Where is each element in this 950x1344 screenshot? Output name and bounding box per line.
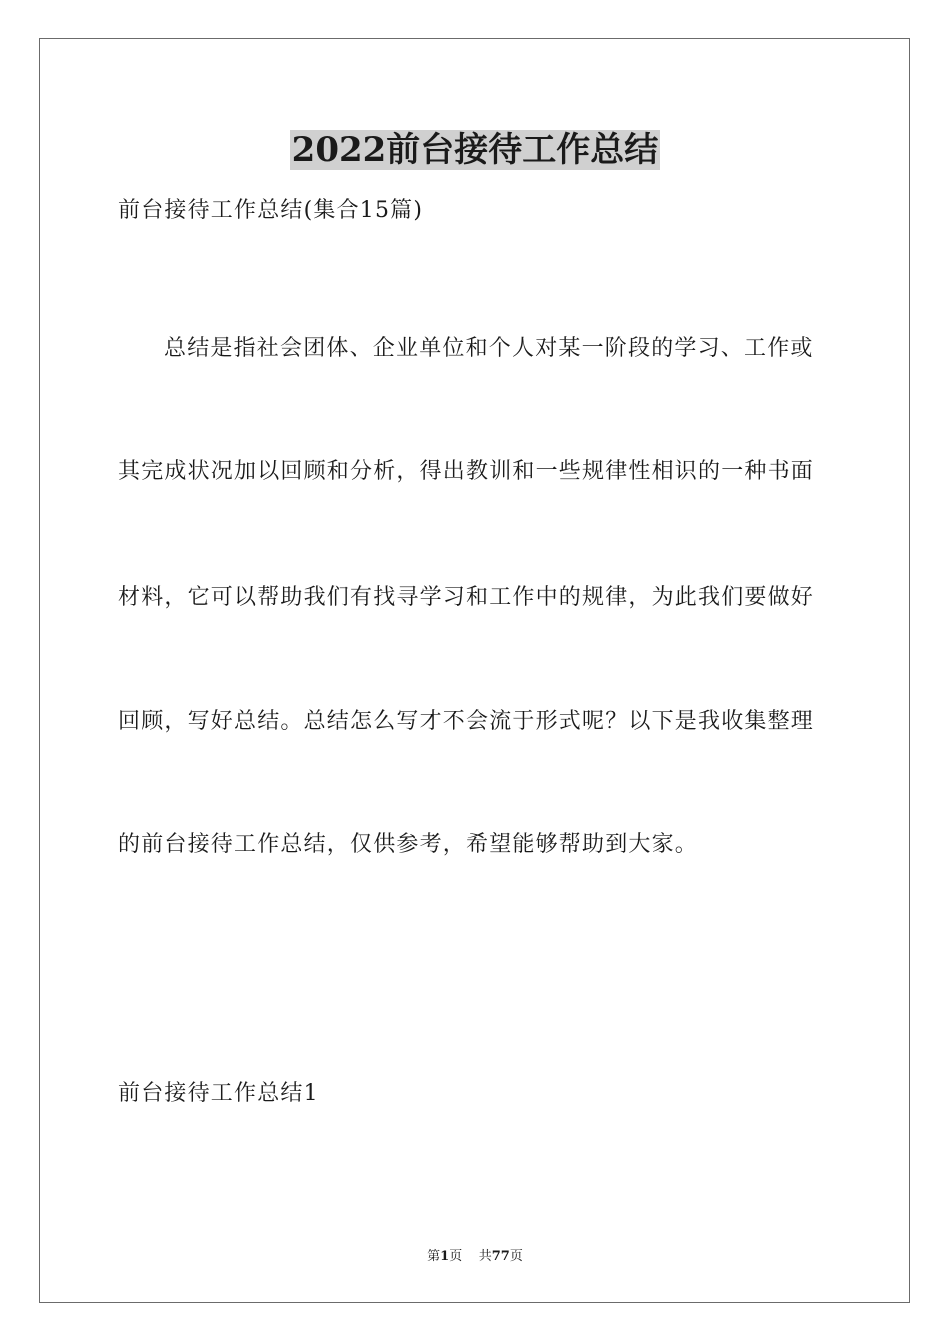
total-suffix: 页 bbox=[509, 1249, 523, 1264]
paragraph-line: 其完成状况加以回顾和分析，得出教训和一些规律性相识的一种书面 bbox=[118, 459, 815, 484]
page-border bbox=[39, 38, 910, 1303]
page-footer bbox=[0, 1248, 950, 1266]
section-heading: 前台接待工作总结1 bbox=[118, 1081, 319, 1106]
total-pages: 77 bbox=[491, 1249, 510, 1264]
page-prefix: 第 bbox=[427, 1249, 441, 1264]
paragraph-line: 的前台接待工作总结，仅供参考，希望能够帮助到大家。 bbox=[118, 832, 699, 857]
document-subtitle: 前台接待工作总结(集合15篇) bbox=[118, 198, 424, 223]
page-number: 1 bbox=[440, 1249, 450, 1264]
total-prefix: 共 bbox=[478, 1249, 492, 1264]
document-title bbox=[0, 128, 950, 172]
page-suffix: 页 bbox=[449, 1249, 463, 1264]
document-title-text: 2022前台接待工作总结 bbox=[291, 130, 659, 170]
paragraph-line: 总结是指社会团体、企业单位和个人对某一阶段的学习、工作或 bbox=[164, 336, 814, 361]
paragraph-line: 回顾，写好总结。总结怎么写才不会流于形式呢？以下是我收集整理 bbox=[118, 709, 815, 734]
paragraph-line: 材料，它可以帮助我们有找寻学习和工作中的规律，为此我们要做好 bbox=[118, 585, 815, 610]
